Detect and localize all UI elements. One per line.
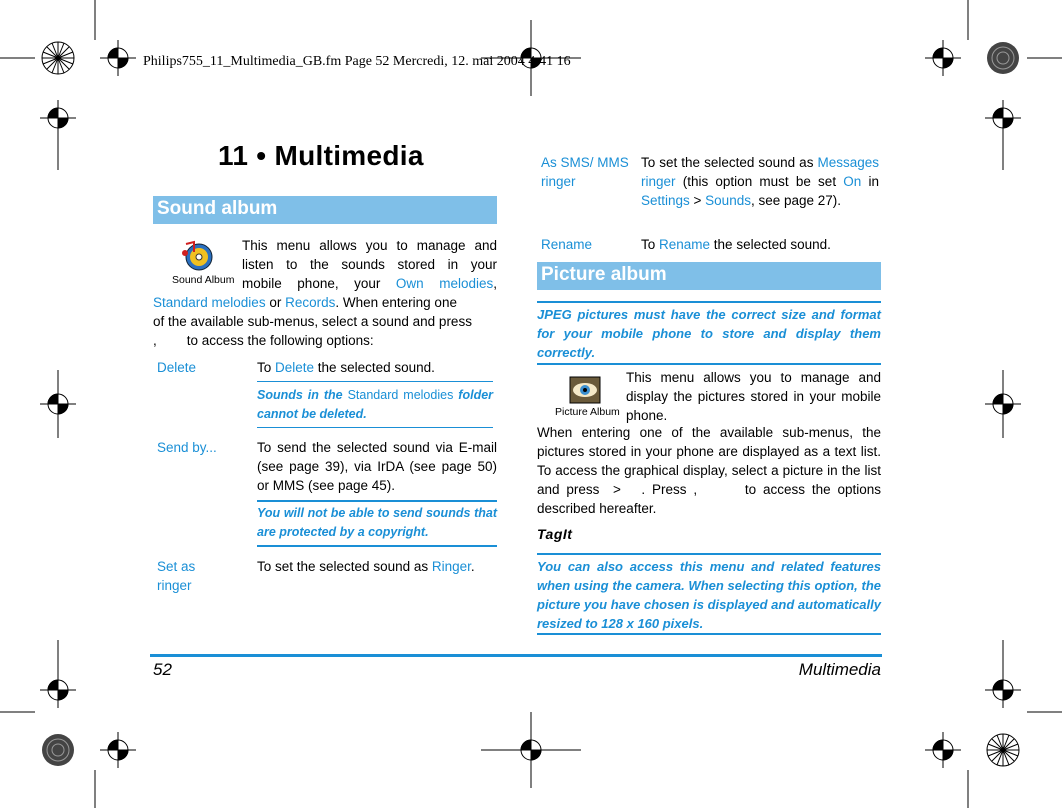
picture-album-icon-block xyxy=(555,374,620,420)
option-desc-delete xyxy=(257,358,497,377)
desc-text: To xyxy=(257,360,276,375)
note-jpeg: JPEG pictures must have the correct size and format for your mobile phone to store and display them correctly. xyxy=(537,307,881,360)
section-header-picture-album xyxy=(537,262,881,290)
option-label-delete: Delete xyxy=(157,360,197,375)
link-messages-ringer: Messages ringer xyxy=(641,155,879,189)
cd-music-icon xyxy=(174,240,230,276)
option-desc-send-by: To send the selected sound via E-mail (see page 39), via IrDA (see page 50) or MMS (see page 45). xyxy=(257,440,497,493)
intro-line-6: , to access the following options: xyxy=(153,333,374,348)
link-sounds: Sounds xyxy=(705,193,751,208)
option-desc-set-as-ringer xyxy=(257,557,497,576)
intro-comma: , xyxy=(493,276,497,291)
sound-album-intro-bottom xyxy=(153,293,497,350)
link-standard-melodies: Standard melodies xyxy=(153,295,266,310)
option-desc-rename xyxy=(641,235,879,254)
section-title: Sound album xyxy=(157,198,278,219)
page-number: 52 xyxy=(153,660,172,679)
section-title: Picture album xyxy=(541,264,667,285)
desc-text-end: the selected sound. xyxy=(314,360,435,375)
note-text-end: folder cannot be deleted. xyxy=(257,388,494,421)
option-label-send-by: Send by... xyxy=(157,440,217,455)
desc-text-arrow: > xyxy=(689,193,706,208)
picture-album-body: When entering one of the available sub-menus, the pictures stored in your phone are displayed as a text list. To access the graphical display, select a picture in the list and press > . Press , to access the options described hereafter. xyxy=(537,425,885,516)
picture-eye-icon xyxy=(556,374,616,406)
link-delete: Delete xyxy=(275,360,315,375)
desc-text-end: . xyxy=(470,559,475,574)
print-header: Philips755_11_Multimedia_GB.fm Page 52 Mercredi, 12. mai 2004 4:41 16 xyxy=(143,54,571,69)
link-on: On xyxy=(843,174,862,189)
footer-section: Multimedia xyxy=(798,660,881,679)
intro-line-4 xyxy=(153,293,497,312)
section-header-sound-album xyxy=(153,196,497,224)
chapter-title: 11 • Multimedia xyxy=(218,140,424,171)
link-ringer: Ringer xyxy=(431,559,471,574)
note-rule-bottom xyxy=(257,427,493,428)
note-rule-bottom xyxy=(257,545,497,547)
sound-album-intro-top xyxy=(242,236,497,293)
note-rule-top xyxy=(257,381,493,382)
footer-rule xyxy=(150,654,882,657)
note-rule-bottom xyxy=(537,633,881,635)
intro-rest-1: . When entering one xyxy=(335,295,457,310)
option-label-rename: Rename xyxy=(541,237,593,252)
note-rule-top xyxy=(257,500,497,502)
intro-line-3 xyxy=(242,274,497,293)
intro-line-1: This menu allows you to manage and xyxy=(242,238,497,253)
note-rule-top xyxy=(537,553,881,555)
picture-album-intro: This menu allows you to manage and display the pictures stored in your mobile phone. xyxy=(626,370,881,423)
link-records: Records xyxy=(285,295,336,310)
intro-line-2: listen to the sounds stored in your xyxy=(242,257,497,272)
option-label-set-as-ringer: Set as ringer xyxy=(157,559,196,593)
link-own-melodies: Own melodies xyxy=(395,276,494,291)
link-settings: Settings xyxy=(641,193,690,208)
option-label-sms-mms-ringer: As SMS/ MMS ringer xyxy=(541,155,629,189)
desc-text-end: the selected sound. xyxy=(710,237,831,252)
note-delete xyxy=(257,386,493,424)
desc-text-in: in xyxy=(861,174,879,189)
subheading-tagit: TagIt xyxy=(537,526,573,542)
link-rename: Rename xyxy=(659,237,711,252)
intro-text: mobile phone, your xyxy=(242,276,396,291)
note-rule-bottom xyxy=(537,363,881,365)
note-copyright: You will not be able to send sounds that are protected by a copyright. xyxy=(257,506,497,539)
sound-album-icon-block xyxy=(172,240,235,290)
intro-or: or xyxy=(265,295,286,310)
desc-text-mid: (this option must be set xyxy=(675,174,844,189)
note-link-standard: Standard melodies xyxy=(347,388,454,402)
icon-caption: Picture Album xyxy=(555,406,620,418)
intro-line-5: of the available sub-menus, select a sound and press xyxy=(153,314,472,329)
note-text: Sounds in the xyxy=(257,388,348,402)
desc-text: To set the selected sound as xyxy=(641,155,818,170)
icon-caption: Sound Album xyxy=(172,274,235,286)
desc-text-end: , see page 27). xyxy=(750,193,842,208)
note-rule-top xyxy=(537,301,881,303)
desc-text: To xyxy=(641,237,660,252)
desc-text: To set the selected sound as xyxy=(257,559,432,574)
option-desc-sms-mms-ringer xyxy=(641,153,879,210)
note-camera: You can also access this menu and related features when using the camera. When selecting this option, the picture you have chosen is displayed and automatically resized to 128 x 160 pixels. xyxy=(537,559,881,631)
